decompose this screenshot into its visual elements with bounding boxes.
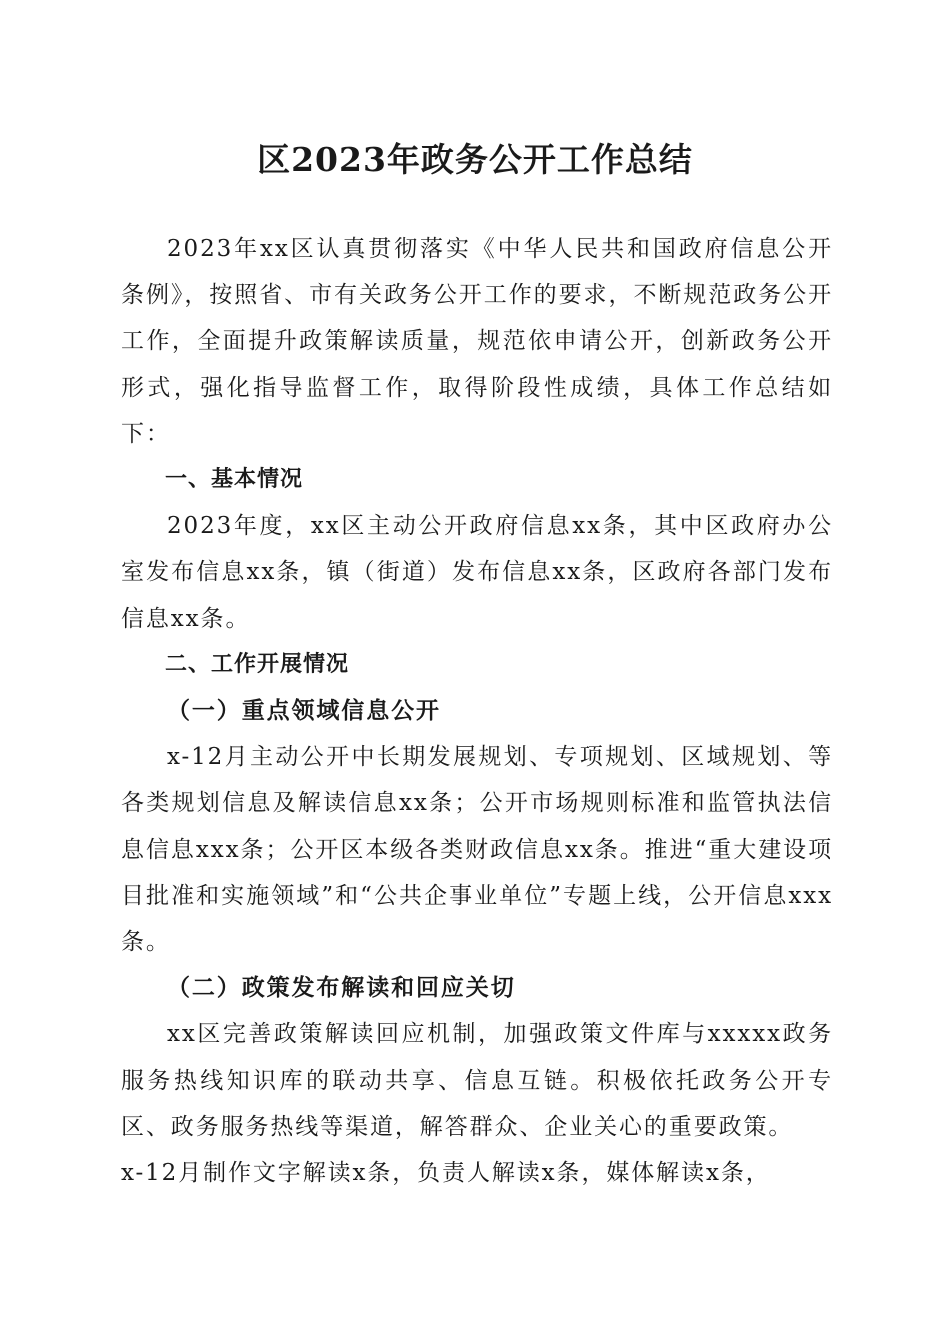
policy-paragraph-continued: x-12月制作文字解读x条，负责人解读x条，媒体解读x条， [121, 1160, 771, 1187]
policy-paragraph: xx区完善政策解读回应机制，加强政策文件库与xxxxx政务服务热线知识库的联动共享、信息互链。积极依托政务公开专区、政务服务热线等渠道，解答群众、企业关心的重要政策。 [121, 1021, 833, 1140]
section-heading-basic: 一、基本情况 [165, 467, 304, 493]
document-body [121, 226, 833, 1196]
basic-info-paragraph: 2023年度，xx区主动公开政府信息xx条，其中区政府办公室发布信息xx条，镇（街道）发布信息xx条，区政府各部门发布信息xx条。 [121, 513, 833, 632]
document-title: 区2023年政务公开工作总结 [257, 140, 693, 179]
subsection-heading-key-areas: （一）重点领域信息公开 [167, 697, 441, 725]
section-heading-work: 二、工作开展情况 [165, 651, 350, 677]
subsection-heading-policy: （二）政策发布解读和回应关切 [167, 974, 516, 1002]
intro-paragraph: 2023年xx区认真贯彻落实《中华人民共和国政府信息公开条例》，按照省、市有关政务公开工作的要求，不断规范政务公开工作，全面提升政策解读质量，规范依申请公开，创新政务公开形式，强化指导监督工作，取得阶段性成绩，具体工作总结如下： [121, 236, 833, 447]
key-areas-paragraph: x-12月主动公开中长期发展规划、专项规划、区域规划、等各类规划信息及解读信息xx条；公开市场规则标准和监管执法信息信息xxx条；公开区本级各类财政信息xx条。推进“重大建设项目批准和实施领域”和“公共企事业单位”专题上线，公开信息xxx条。 [121, 744, 833, 956]
